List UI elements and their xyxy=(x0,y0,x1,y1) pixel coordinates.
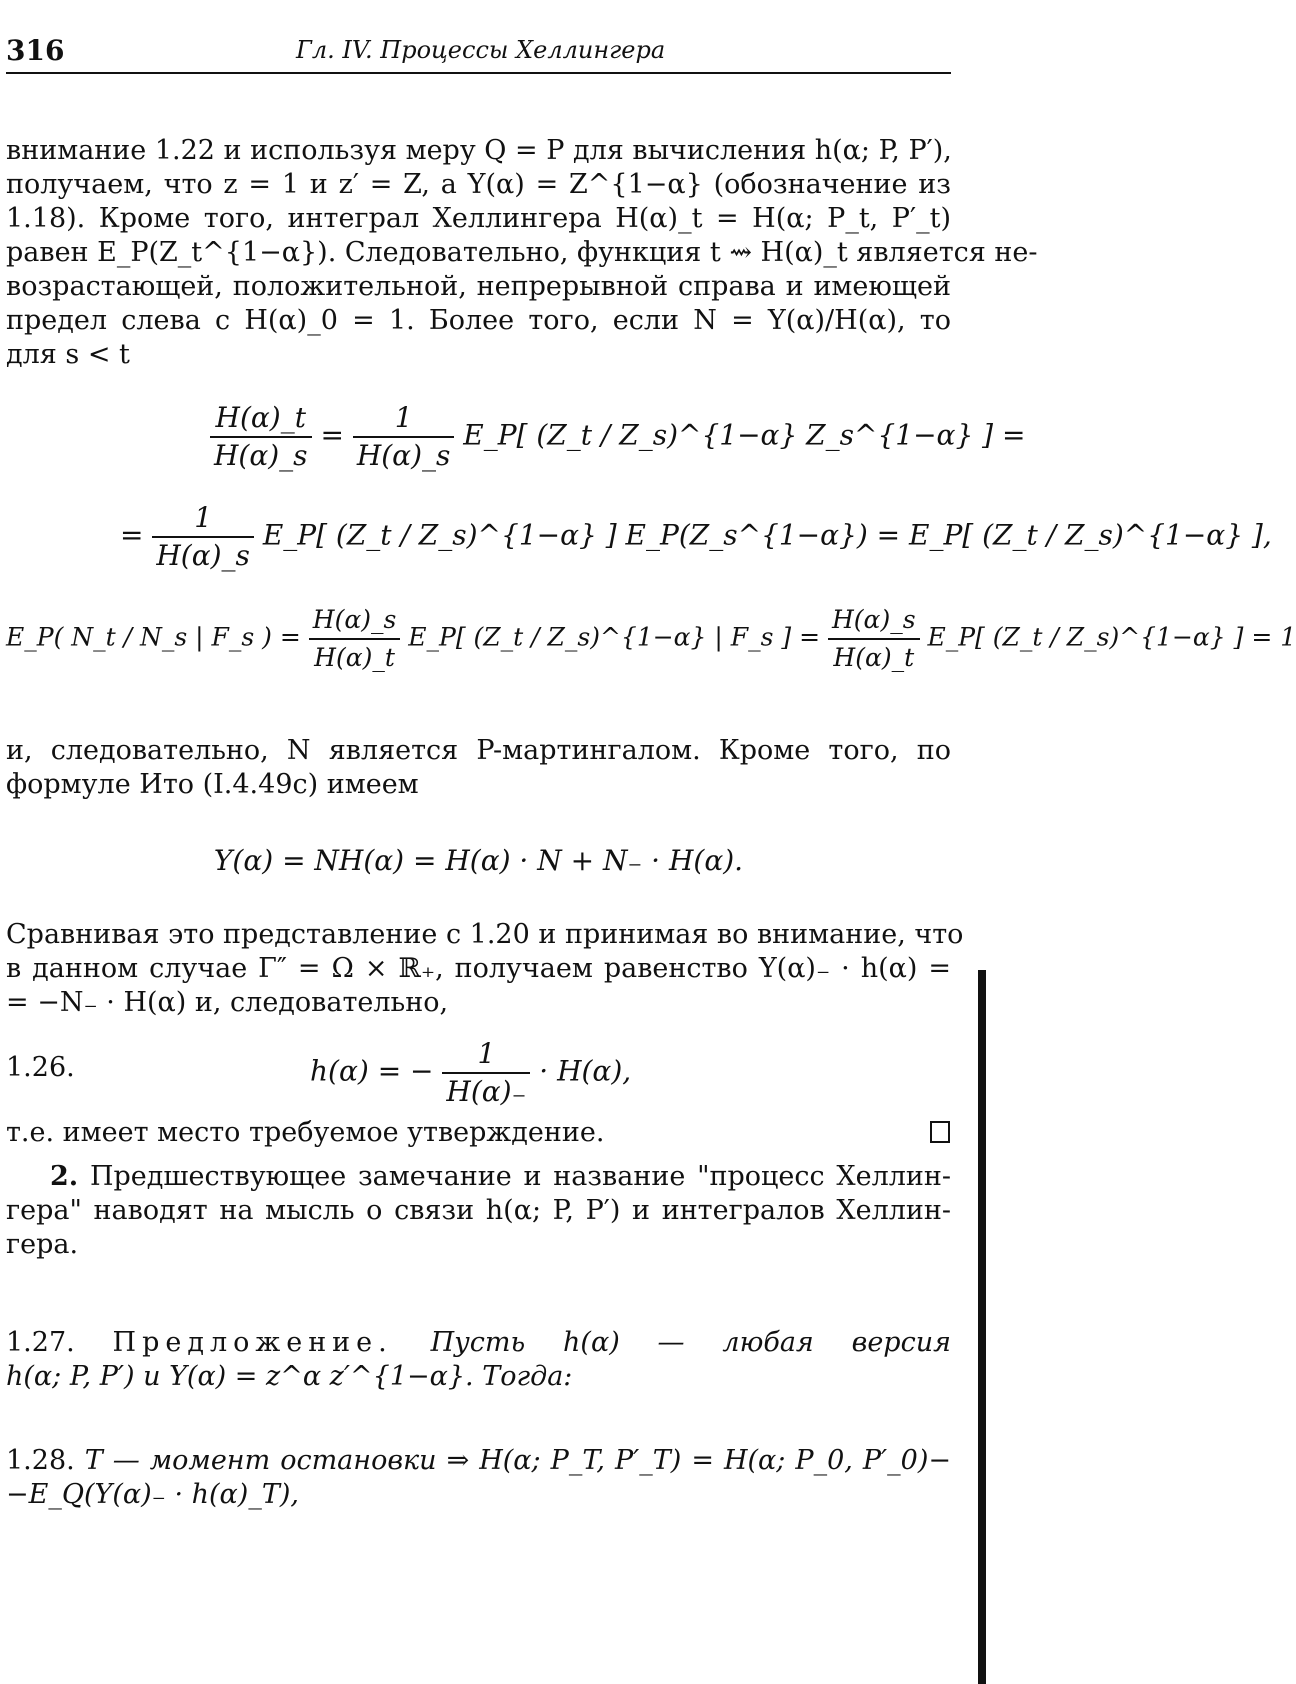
item-1-28-line: −E_Q(Y(α)₋ · h(α)_T), xyxy=(6,1479,299,1510)
header-rule xyxy=(6,72,951,74)
paragraph2-line: и, следовательно, N является P-мартингалом. Кроме того, по xyxy=(6,735,951,766)
page-number: 316 xyxy=(6,34,65,67)
equation-number-1-26: 1.26. xyxy=(6,1052,75,1083)
equation-expectation: = $\frac{1}{H(\alpha)\_s}$ E_P[ (Z_t / Z_s)^{1−α} ] E_P(Z_s^{1−α}) = E_P[ (Z_t / Z_s)^{1−α} ], xyxy=(120,501,1272,572)
paragraph1-line: возрастающей, положительной, непрерывной справа и имеющей xyxy=(6,271,951,302)
remark2-line: гера. xyxy=(6,1229,79,1260)
equation-martingale: E_P( N_t / N_s | F_s ) = $\frac{H(\alpha)\_s}{H(\alpha)\_t}$ E_P[ (Z_t / Z_s)^{1−α} | F_s ] = $\frac{H(\alpha)\_s}{H(\alpha)\_t}$ E_P[ (Z_t / Z_s)^{1−α} ] = 1 xyxy=(6,602,1296,676)
paragraph1-line: для s < t xyxy=(6,339,130,370)
item-1-28-line: 1.28. T — момент остановки ⇒ H(α; P_T, P′_T) = H(α; P_0, P′_0)− xyxy=(6,1445,951,1476)
equation-1-26: h(α) = − $\frac{1}{H(\alpha)_-}$ · H(α), xyxy=(310,1037,632,1108)
book-spine-edge xyxy=(978,970,986,1684)
equation-ratio: $\frac{H(\alpha)\_t}{H(\alpha)\_s}$ = $\frac{1}{H(\alpha)\_s}$ E_P[ (Z_t / Z_s)^{1−α} Z_s^{1−α} ] = xyxy=(210,400,1025,474)
proposition-label: 1.27. xyxy=(6,1327,75,1358)
paragraph1-line: 1.18). Кроме того, интеграл Хеллингера H(α)_t = H(α; P_t, P′_t) xyxy=(6,203,951,234)
paragraph1-line: равен E_P(Z_t^{1−α}). Следовательно, функция t ⇝ H(α)_t является не- xyxy=(6,237,1038,268)
remark2-line: 2. Предшествующее замечание и название "процесс Хеллин- xyxy=(50,1161,951,1192)
paragraph3-line: в данном случае Γ″ = Ω × ℝ₊, получаем равенство Y(α)₋ · h(α) = xyxy=(6,953,951,984)
fraction: $\frac{H(\alpha)\_s}{H(\alpha)\_t}$ xyxy=(309,602,401,676)
paragraph1-line: получаем, что z = 1 и z′ = Z, а Y(α) = Z^{1−α} (обозначение из xyxy=(6,169,951,200)
paragraph1-line: внимание 1.22 и используя меру Q = P для вычисления h(α; P, P′), xyxy=(6,135,952,166)
remark2-line: гера" наводят на мысль о связи h(α; P, P′) и интегралов Хеллин- xyxy=(6,1195,951,1226)
paragraph2-line: формуле Ито (I.4.49c) имеем xyxy=(6,769,419,800)
paragraph1-line: предел слева с H(α)_0 = 1. Более того, если N = Y(α)/H(α), то xyxy=(6,305,951,336)
proposition-1-27-line: 1.27. Предложение. Пусть h(α) — любая версия xyxy=(6,1327,951,1358)
paragraph3-line: Сравнивая это представление с 1.20 и принимая во внимание, что xyxy=(6,919,964,950)
equation-ito: Y(α) = NH(α) = H(α) · N + N₋ · H(α). xyxy=(213,844,744,877)
conclusion-text: т.е. имеет место требуемое утверждение. xyxy=(6,1117,605,1148)
fraction: $\frac{1}{H(\alpha)_-}$ xyxy=(442,1036,530,1110)
proposition-heading: Предложение. xyxy=(112,1327,393,1358)
fraction: $\frac{1}{H(\alpha)\_s}$ xyxy=(353,400,455,474)
fraction: $\frac{H(\alpha)\_t}{H(\alpha)\_s}$ xyxy=(210,400,312,474)
qed-square-icon xyxy=(930,1121,950,1143)
proposition-1-27-line: h(α; P, P′) и Y(α) = z^α z′^{1−α}. Тогда: xyxy=(6,1361,573,1392)
fraction: $\frac{1}{H(\alpha)\_s}$ xyxy=(152,500,254,574)
paragraph3-line: = −N₋ · H(α) и, следовательно, xyxy=(6,987,449,1018)
fraction: $\frac{H(\alpha)\_s}{H(\alpha)\_t}$ xyxy=(828,602,920,676)
running-title: Гл. IV. Процессы Хеллингера xyxy=(296,36,666,64)
